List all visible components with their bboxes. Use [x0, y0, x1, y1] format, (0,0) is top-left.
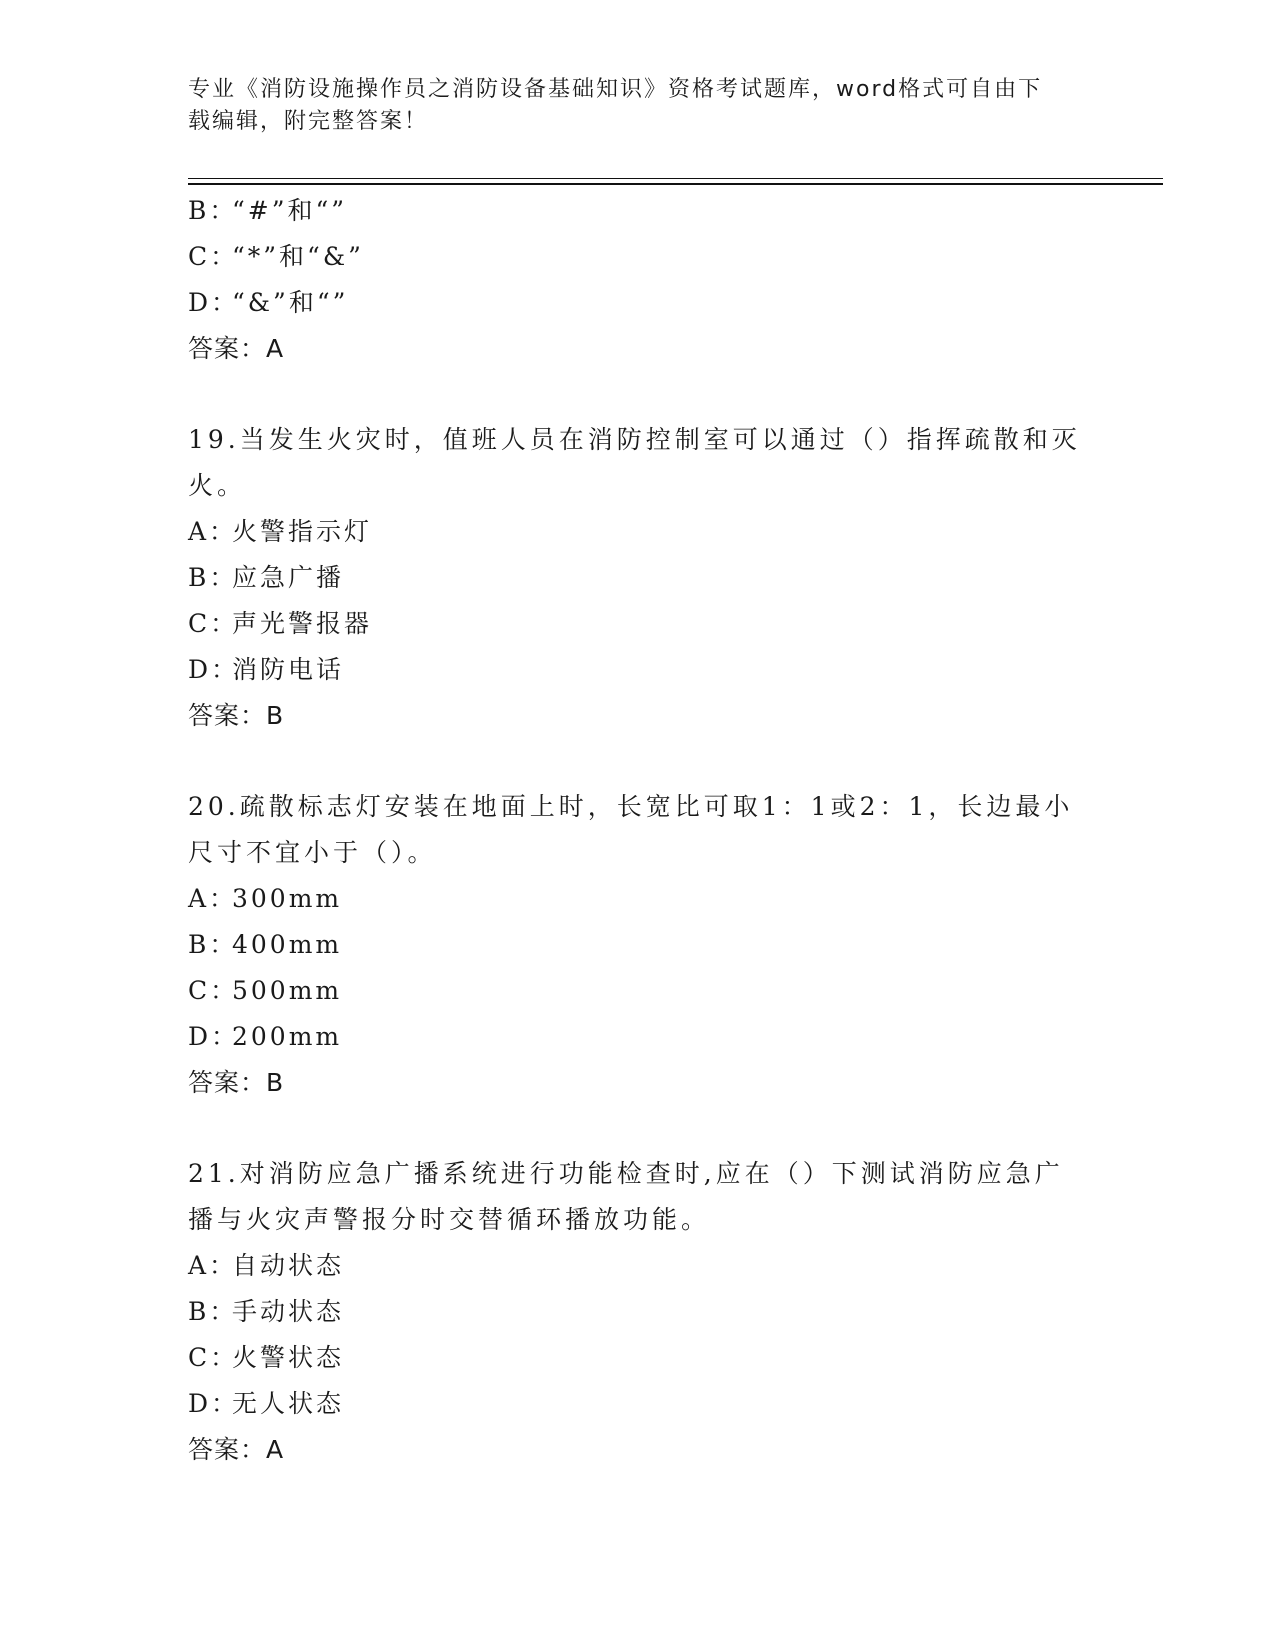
- option-a: [188, 509, 1088, 555]
- option-text: “*”和“&”: [232, 242, 364, 271]
- header-title-line-1: 专业《消防设施操作员之消防设备基础知识》资格考试题库，word格式可自由下: [188, 77, 1043, 102]
- option-b: [188, 555, 1088, 601]
- option-d: [188, 647, 1088, 693]
- question-list: [188, 188, 1088, 1473]
- option-d: [188, 1381, 1088, 1427]
- spacer: [188, 1106, 1088, 1151]
- option-text: 无人状态: [232, 1389, 345, 1418]
- option-a: [188, 876, 1088, 922]
- option-letter: A：: [188, 517, 238, 546]
- option-letter: D：: [188, 1022, 240, 1051]
- option-c: [188, 968, 1088, 1014]
- option-text: 自动状态: [232, 1251, 345, 1280]
- option-text: 消防电话: [232, 655, 345, 684]
- option-c: [188, 601, 1088, 647]
- option-letter: D：: [188, 655, 240, 684]
- option-letter: B：: [188, 1297, 238, 1326]
- option-letter: A：: [188, 884, 238, 913]
- header-divider: [188, 178, 1163, 179]
- question-stem-line-2: 火。: [188, 471, 247, 500]
- option-letter: B：: [188, 196, 238, 225]
- option-letter: D：: [188, 1389, 240, 1418]
- option-text: 200mm: [232, 1022, 343, 1051]
- option-letter: C：: [188, 242, 239, 271]
- option-letter: C：: [188, 609, 239, 638]
- option-c: [188, 234, 1088, 280]
- answer-line: 答案：B: [188, 701, 285, 730]
- option-letter: D：: [188, 288, 240, 317]
- question-stem-line-1: 20.疏散标志灯安装在地面上时，长宽比可取1：1或2：1，长边最小: [188, 792, 1074, 821]
- option-a: [188, 1243, 1088, 1289]
- option-b: [188, 1289, 1088, 1335]
- option-d: [188, 1014, 1088, 1060]
- option-letter: C：: [188, 976, 239, 1005]
- spacer: [188, 372, 1088, 417]
- question-19: [188, 417, 1088, 739]
- option-letter: C：: [188, 1343, 239, 1372]
- question-carryover: [188, 188, 1088, 372]
- option-text: “&”和“”: [232, 288, 349, 317]
- option-text: 火警指示灯: [232, 517, 373, 546]
- option-c: [188, 1335, 1088, 1381]
- question-stem-line-1: 21.对消防应急广播系统进行功能检查时,应在（）下测试消防应急广: [188, 1159, 1064, 1188]
- option-letter: B：: [188, 563, 238, 592]
- page-header: [188, 74, 1068, 138]
- option-letter: B：: [188, 930, 238, 959]
- answer-line: 答案：A: [188, 334, 285, 363]
- option-text: 应急广播: [232, 563, 345, 592]
- option-b: [188, 922, 1088, 968]
- header-divider-thick: [188, 183, 1163, 185]
- spacer: [188, 739, 1088, 784]
- question-stem-line-2: 尺寸不宜小于（）。: [188, 838, 437, 867]
- option-text: “#”和“”: [232, 196, 348, 225]
- answer-line: 答案：B: [188, 1068, 285, 1097]
- question-21: [188, 1151, 1088, 1473]
- answer-line: 答案：A: [188, 1435, 285, 1464]
- option-text: 火警状态: [232, 1343, 345, 1372]
- option-text: 声光警报器: [232, 609, 373, 638]
- question-20: [188, 784, 1088, 1106]
- option-b: [188, 188, 1088, 234]
- header-title-line-2: 载编辑，附完整答案！: [188, 109, 429, 134]
- option-text: 400mm: [232, 930, 343, 959]
- option-text: 300mm: [232, 884, 343, 913]
- option-letter: A：: [188, 1251, 238, 1280]
- option-text: 手动状态: [232, 1297, 345, 1326]
- option-d: [188, 280, 1088, 326]
- question-stem-line-2: 播与火灾声警报分时交替循环播放功能。: [188, 1205, 711, 1234]
- question-stem-line-1: 19.当发生火灾时，值班人员在消防控制室可以通过（）指挥疏散和灭: [188, 425, 1081, 454]
- option-text: 500mm: [232, 976, 343, 1005]
